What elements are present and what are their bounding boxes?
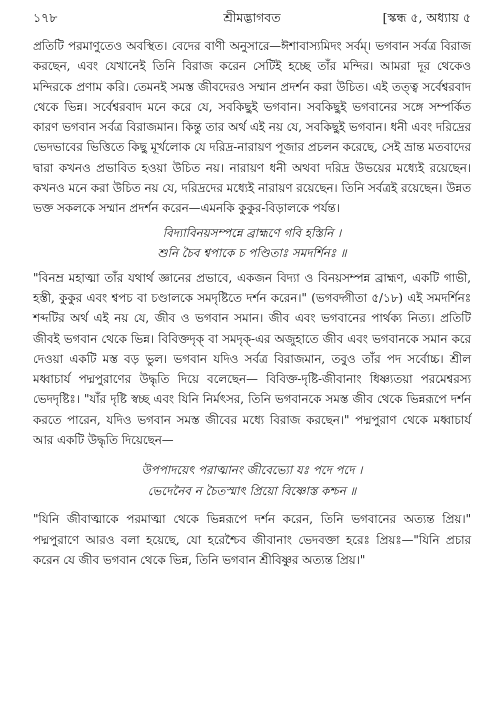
verse-line: ভেদেনৈব ন চৈতস্মাৎ প্রিয়ো বিষ্ণোস্ত কশ্চন ॥ bbox=[147, 483, 357, 498]
sanskrit-verse-1 bbox=[33, 223, 471, 264]
book-title: শ্রীমদ্ভাগবত bbox=[223, 10, 281, 25]
page-header bbox=[33, 10, 471, 30]
page-content bbox=[33, 36, 471, 570]
verse-line: উপপাদয়েৎ পরাত্মানং জীবেভ্যো যঃ পদে পদে । bbox=[141, 463, 363, 478]
sanskrit-verse-2 bbox=[33, 460, 471, 501]
verse-line: বিদ্যাবিনয়সম্পন্নে ব্রাহ্মণে গবি হস্তিনি । bbox=[162, 225, 342, 240]
page-number: ১৭৮ bbox=[33, 10, 58, 25]
chapter-reference: [স্কন্ধ ৫, অধ্যায় ৫ bbox=[382, 10, 471, 25]
purport-paragraph-2: "বিনম্র মহাত্মা তাঁর যথার্থ জ্ঞানের প্রভাবে, একজন বিদ্যা ও বিনয়সম্পন্ন ব্রাহ্মণ, একটি গাভী, হস্তী, কুকুর এবং শ্বপচ বা চণ্ডালকে সমদৃষ্টিতে দর্শন করেন।" (ভগবদ্গীতা ৫/১৮) এই সমদর্শিনঃ শব্দটির অর্থ এই নয় যে, জীব ও ভগবান সমান। জীব এবং ভগবানের পার্থক্য নিত্য। প্রতিটি জীবই ভগবান থেকে ভিন্ন। বিবিক্তদৃক্ বা সমদৃক্-এর অজুহাতে জীব এবং ভগবানকে সমান করে দেওয়া একটি মস্ত বড় ভুল। ভগবান যদিও সর্বত্র বিরাজমান, তবুও তাঁর পদ সর্বোচ্চ। শ্রীল মধ্বাচার্য পদ্মপুরাণের উদ্ধৃতি দিয়ে বলেছেন— বিবিক্ত-দৃষ্টি-জীবানাং ধিষ্ণ্যতয়া পরমেশ্বরস্য ভেদদৃষ্টিঃ। "যাঁর দৃষ্টি স্বচ্ছ এবং যিনি নির্মৎসর, তিনি ভগবানকে সমস্ত জীব থেকে ভিন্নরূপে দর্শন করতে পারেন, যদিও ভগবান সমস্ত জীবের মধ্যে বিরাজ করছেন।" পদ্মপুরাণ থেকে মধ্বাচার্য আর একটি উদ্ধৃতি দিয়েছেন— bbox=[33, 270, 471, 448]
verse-line: শুনি চৈব শ্বপাকে চ পণ্ডিতাঃ সমদর্শিনঃ ॥ bbox=[157, 246, 347, 261]
purport-paragraph-3: "যিনি জীবাত্মাকে পরমাত্মা থেকে ভিন্নরূপে দর্শন করেন, তিনি ভগবানের অত্যন্ত প্রিয়।" পদ্মপুরাণে আরও বলা হয়েছে, যো হরেশ্চৈব জীবানাং ভেদবক্তা হরেঃ প্রিয়ঃ—"যিনি প্রচার করেন যে জীব ভগবান থেকে ভিন্ন, তিনি ভগবান শ্রীবিষ্ণুর অত্যন্ত প্রিয়।" bbox=[33, 512, 471, 567]
purport-paragraph-1: প্রতিটি পরমাণুতেও অবস্থিত। বেদের বাণী অনুসারে—ঈশাবাস্যমিদং সর্বম্। ভগবান সর্বত্র বিরাজ করছেন, এবং যেখানেই তিনি বিরাজ করেন সেটিই হচ্ছে তাঁর মন্দির। আমরা দূর থেকেও মন্দিরকে প্রণাম করি। তেমনই সমস্ত জীবদেরও সম্মান প্রদর্শন করা উচিত। এই তত্ত্ব সর্বেশ্বরবাদ থেকে ভিন্ন। সর্বেশ্বরবাদ মনে করে যে, সবকিছুই ভগবান। সবকিছুই ভগবানের সঙ্গে সম্পর্কিত কারণ ভগবান সর্বত্র বিরাজমান। কিন্তু তার অর্থ এই নয় যে, সবকিছুই ভগবান। ধনী এবং দরিদ্রের ভেদভাবের ভিত্তিতে কিছু মূর্খলোক যে দরিদ্র-নারায়ণ পূজার প্রচলন করেছে, সেই ভ্রান্ত মতবাদের দ্বারা কখনও প্রভাবিত হওয়া উচিত নয়। নারায়ণ ধনী অথবা দরিদ্র উভয়ের মধ্যেই রয়েছেন। কখনও মনে করা উচিত নয় যে, দরিদ্রদের মধ্যেই নারায়ণ রয়েছেন। তিনি সর্বত্রই রয়েছেন। উন্নত ভক্ত সকলকে সম্মান প্রদর্শন করেন—এমনকি কুকুর-বিড়ালকে পর্যন্ত। bbox=[33, 39, 471, 216]
